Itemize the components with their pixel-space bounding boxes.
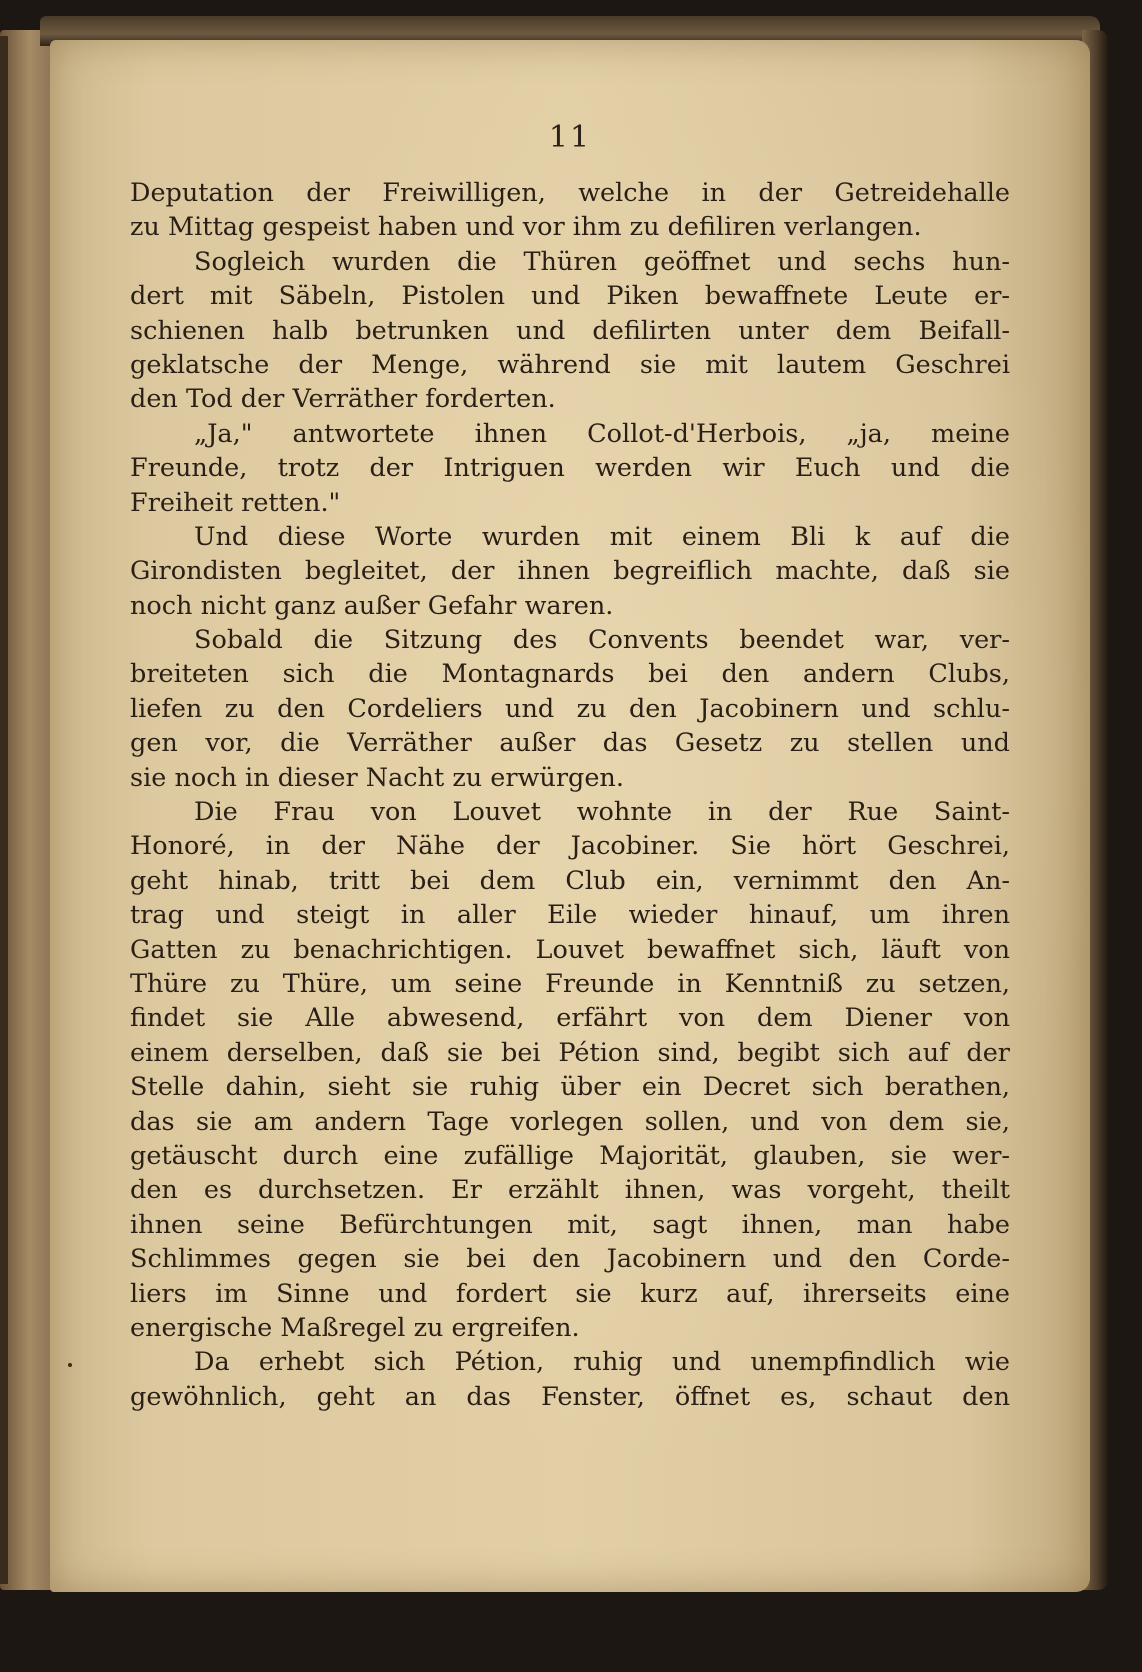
text-line: ihnen seine Befürchtungen mit, sagt ihnen, man habe (130, 1209, 1010, 1240)
text-line: Thüre zu Thüre, um seine Freunde in Kenntniß zu setzen, (130, 968, 1010, 999)
left-cover-edge (0, 36, 8, 1584)
text-line: sie noch in dieser Nacht zu erwürgen. (130, 762, 624, 793)
text-line: Stelle dahin, sieht sie ruhig über ein Decret sich berathen, (130, 1072, 1010, 1103)
text-line: den Tod der Verräther forderten. (130, 384, 556, 415)
text-line: Da erhebt sich Pétion, ruhig und unempfindlich wie (194, 1347, 1010, 1378)
text-line: liefen zu den Cordeliers und zu den Jacobinern und schlu- (130, 693, 1010, 724)
text-line: den es durchsetzen. Er erzählt ihnen, was vorgeht, theilt (130, 1175, 1010, 1206)
text-line: Sobald die Sitzung des Convents beendet war, ver- (194, 625, 1010, 656)
text-line: Freunde, trotz der Intriguen werden wir Euch und die (130, 453, 1010, 484)
text-line: Gatten zu benachrichtigen. Louvet bewaffnet sich, läuft von (130, 934, 1010, 965)
text-line: Die Frau von Louvet wohnte in der Rue Saint- (194, 797, 1010, 828)
text-line: noch nicht ganz außer Gefahr waren. (130, 590, 614, 621)
text-line: einem derselben, daß sie bei Pétion sind, begibt sich auf der (130, 1037, 1010, 1068)
text-line: „Ja," antwortete ihnen Collot-d'Herbois, „ja, meine (194, 418, 1010, 449)
text-line: findet sie Alle abwesend, erfährt von dem Diener von (130, 1003, 1010, 1034)
text-line: breiteten sich die Montagnards bei den andern Clubs, (130, 659, 1010, 690)
book-page (50, 40, 1090, 1592)
text-line: Girondisten begleitet, der ihnen begreiflich machte, daß sie (130, 556, 1010, 587)
text-line: liers im Sinne und fordert sie kurz auf, ihrerseits eine (130, 1278, 1010, 1309)
text-line: Freiheit retten." (130, 487, 341, 518)
ink-speck (68, 1363, 72, 1367)
text-line: Honoré, in der Nähe der Jacobiner. Sie hört Geschrei, (130, 831, 1010, 862)
text-line: schienen halb betrunken und defilirten unter dem Beifall- (130, 315, 1010, 346)
left-page-edge (0, 30, 54, 1590)
text-line: trag und steigt in aller Eile wieder hinauf, um ihren (130, 900, 1010, 931)
text-line: gewöhnlich, geht an das Fenster, öffnet es, schaut den (130, 1381, 1010, 1412)
text-line: Schlimmes gegen sie bei den Jacobinern und den Corde- (130, 1244, 1010, 1275)
text-line: zu Mittag gespeist haben und vor ihm zu defiliren verlangen. (130, 212, 922, 243)
body-text (130, 176, 1010, 1414)
text-line: energische Maßregel zu ergreifen. (130, 1312, 580, 1343)
text-line: Deputation der Freiwilligen, welche in der Getreidehalle (130, 178, 1010, 208)
text-line: geht hinab, tritt bei dem Club ein, vernimmt den An- (130, 865, 1010, 896)
text-line: Und diese Worte wurden mit einem Bli k auf die (194, 521, 1010, 552)
page-number: 11 (548, 120, 592, 155)
text-line: dert mit Säbeln, Pistolen und Piken bewaffnete Leute er- (130, 281, 1010, 312)
text-line: das sie am andern Tage vorlegen sollen, und von dem sie, (130, 1106, 1010, 1137)
text-line: gen vor, die Verräther außer das Gesetz zu stellen und (130, 728, 1010, 759)
text-line: getäuscht durch eine zufällige Majorität, glauben, sie wer- (130, 1140, 1010, 1171)
text-line: Sogleich wurden die Thüren geöffnet und sechs hun- (194, 246, 1010, 277)
text-line: geklatsche der Menge, während sie mit lautem Geschrei (130, 349, 1010, 380)
